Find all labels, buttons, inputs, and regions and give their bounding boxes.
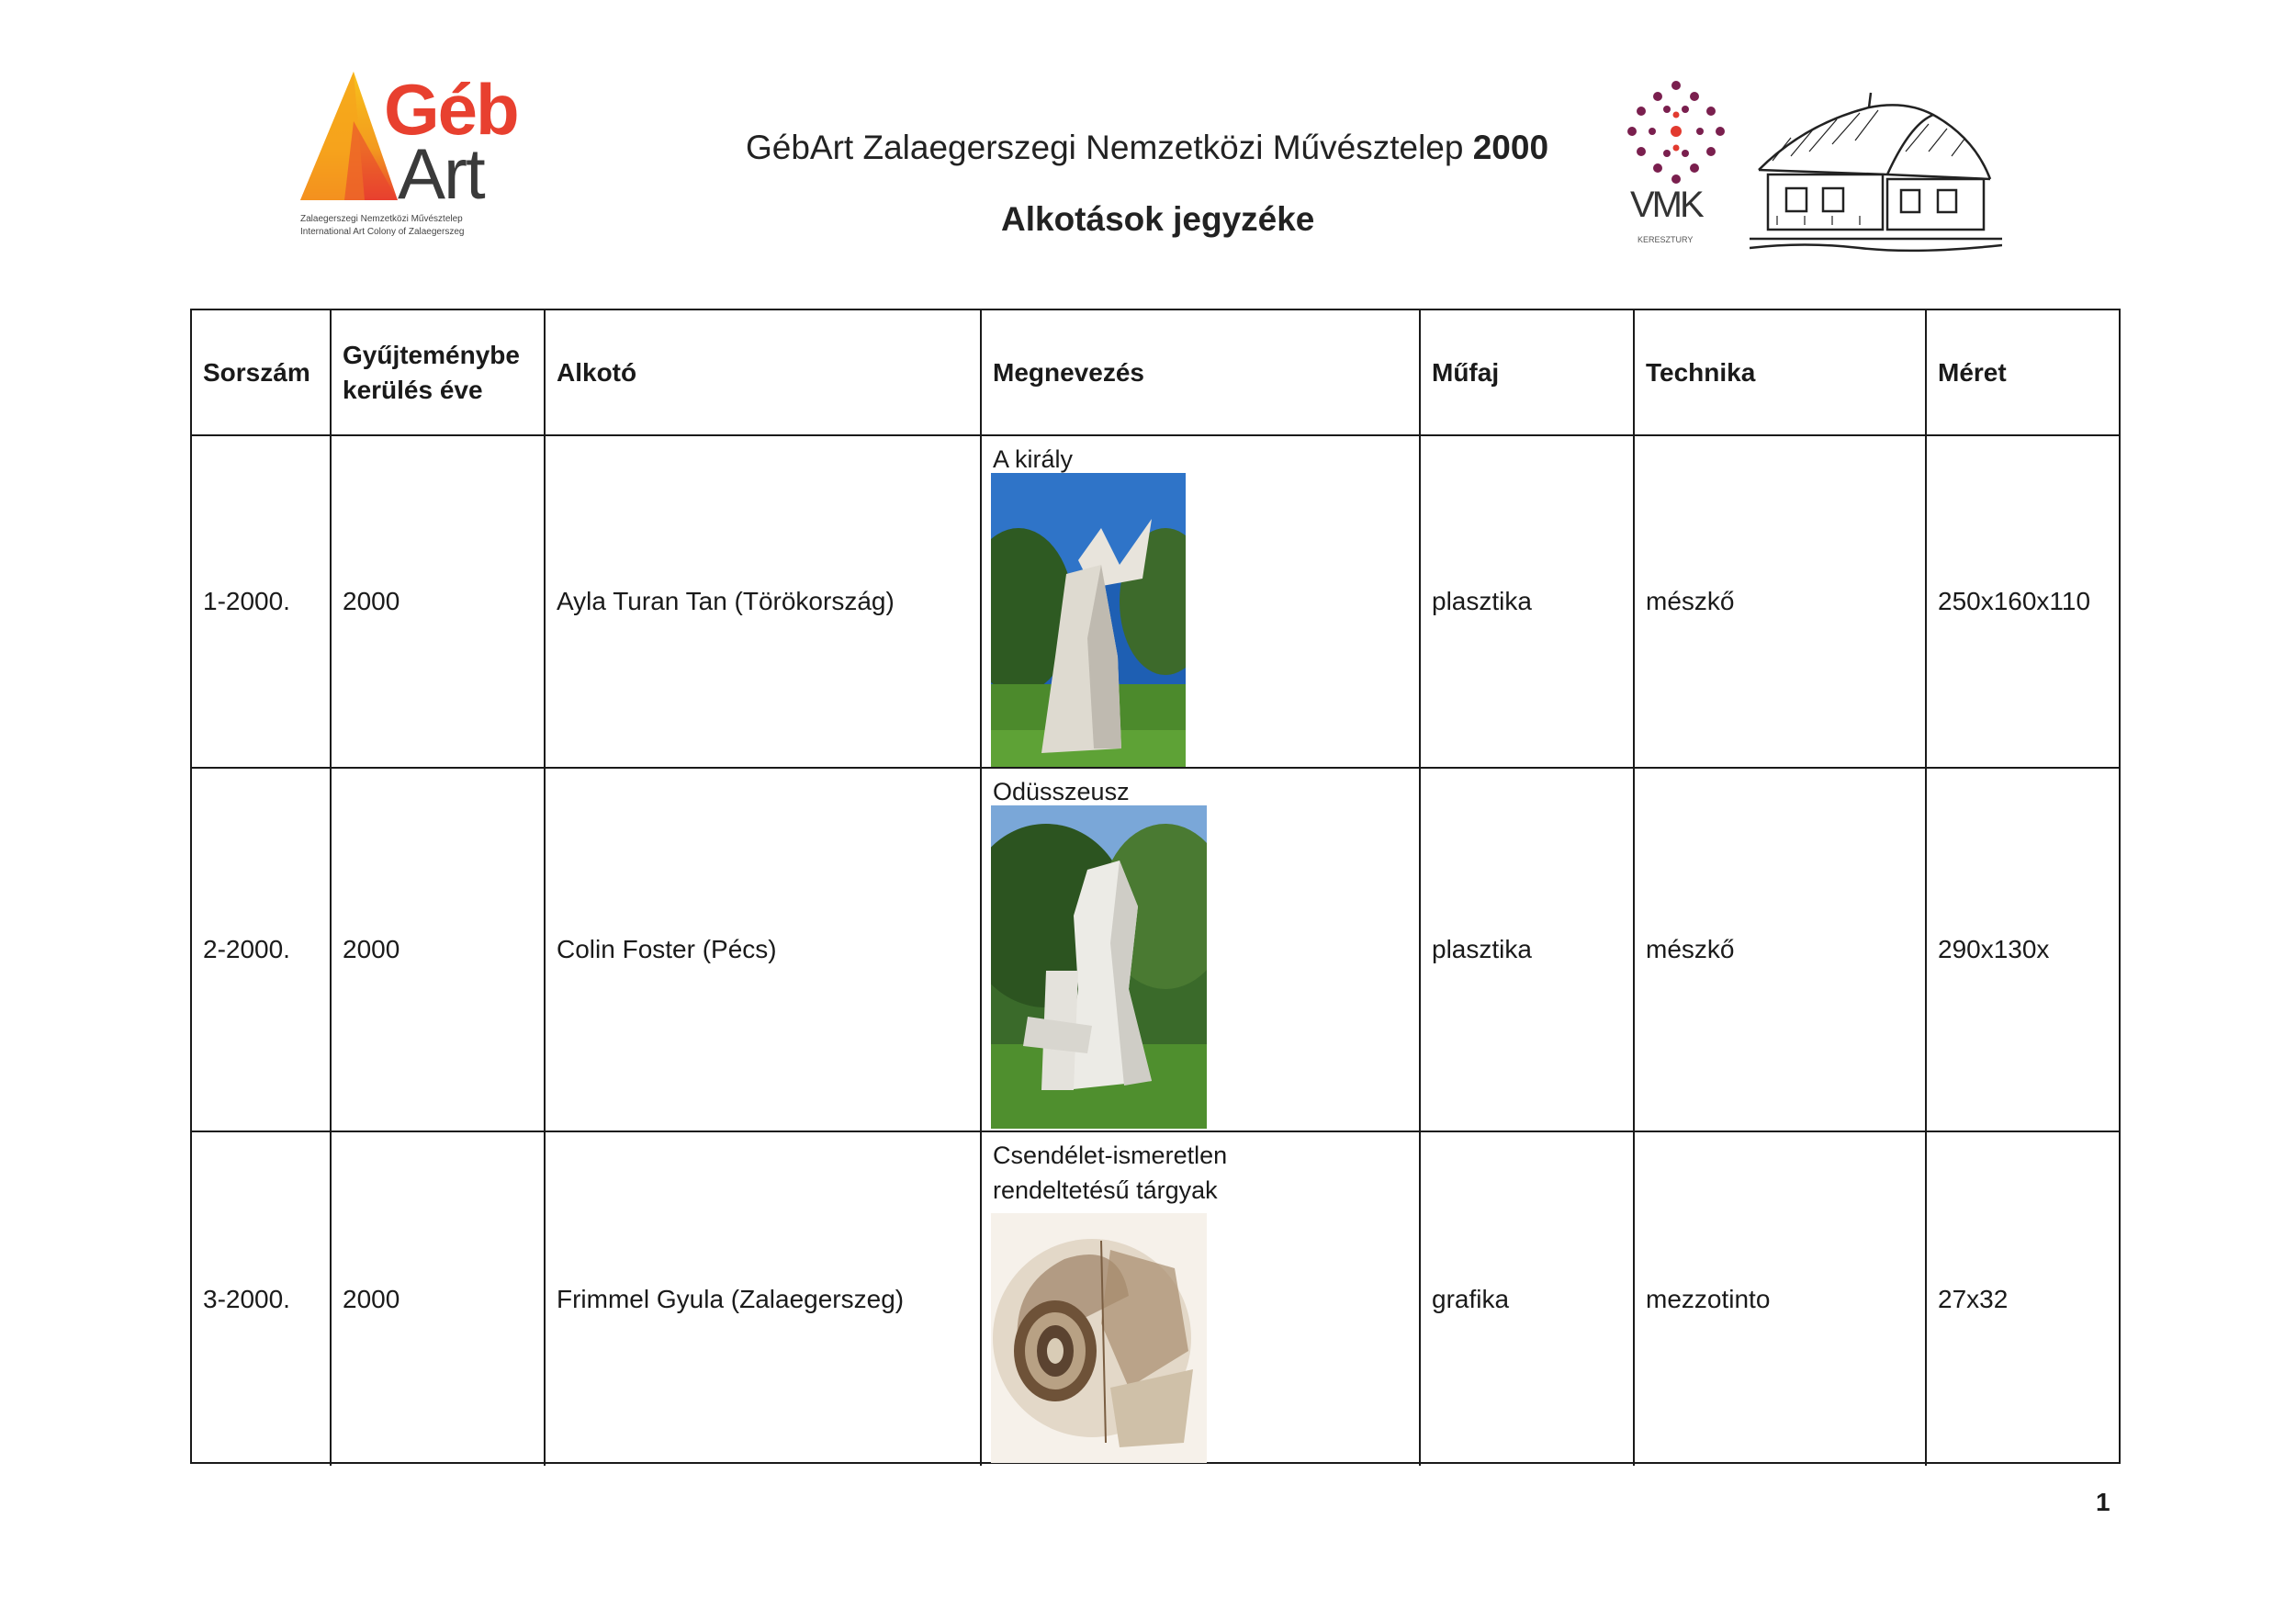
- header-megnevezes: Megnevezés: [982, 310, 1421, 434]
- header-technika: Technika: [1635, 310, 1927, 434]
- header-meret: Méret: [1938, 357, 2007, 387]
- vmk-logo-text: VMK: [1630, 185, 1702, 225]
- cell-alkoto: Ayla Turan Tan (Törökország): [546, 436, 982, 767]
- gebart-logo: [298, 66, 519, 250]
- page-title: [746, 129, 1548, 167]
- page-title-text: GébArt Zalaegerszegi Nemzetközi Művésztelep: [746, 129, 1464, 166]
- cell-year: 2000: [332, 1132, 546, 1466]
- cell-mufaj: plasztika: [1421, 769, 1635, 1131]
- vmk-logo: [1621, 78, 1731, 253]
- header-mufaj: Műfaj: [1421, 310, 1635, 434]
- mezzotint-still-life-print: [991, 1213, 1207, 1463]
- cell-meret: 250x160x110: [1938, 587, 2091, 615]
- cell-megnevezes: [982, 436, 1421, 767]
- cell-mufaj: plasztika: [1421, 436, 1635, 767]
- page-title-year: 2000: [1472, 129, 1549, 166]
- gebart-logo-subtitle-en: International Art Colony of Zalaegerszeg: [300, 227, 465, 237]
- cell-megnevezes: [982, 769, 1421, 1131]
- dots-flower-icon: [1621, 78, 1731, 188]
- header-year: [332, 310, 546, 434]
- cell-technika: mészkő: [1635, 769, 1927, 1131]
- table-row: [192, 1132, 2119, 1466]
- cell-sorszam: 3-2000.: [192, 1132, 332, 1466]
- header-year-line2: kerülés éve: [343, 375, 483, 404]
- artwork-title-line2: rendeltetésű tárgyak: [993, 1176, 1218, 1204]
- header-alkoto: Alkotó: [546, 310, 982, 434]
- cell-technika: mezzotinto: [1635, 1132, 1927, 1466]
- gebart-logo-word-art: Art: [398, 133, 484, 214]
- table-row: [192, 436, 2119, 769]
- limestone-sculpture-odysseus-photo: [991, 805, 1207, 1129]
- page-subtitle: Alkotások jegyzéke: [1001, 200, 1315, 238]
- gebart-logo-word-geb: Géb: [384, 69, 518, 150]
- cell-meret: 290x130x: [1938, 935, 2050, 963]
- cell-technika: mészkő: [1635, 436, 1927, 767]
- table-header-row: [192, 310, 2119, 436]
- cell-alkoto: Colin Foster (Pécs): [546, 769, 982, 1131]
- thatched-house-drawing-icon: [1750, 87, 2002, 253]
- header-year-line1: Gyűjteménybe: [343, 340, 520, 369]
- cell-meret: 27x32: [1938, 1284, 2009, 1313]
- limestone-sculpture-king-photo: [991, 473, 1186, 767]
- cell-year: 2000: [332, 436, 546, 767]
- cell-mufaj: grafika: [1421, 1132, 1635, 1466]
- artwork-title: A király: [993, 445, 1074, 473]
- page-number: 1: [2096, 1488, 2110, 1516]
- cell-year: 2000: [332, 769, 546, 1131]
- header-sorszam: Sorszám: [192, 310, 332, 434]
- artworks-table: [190, 309, 2121, 1464]
- vmk-logo-subtext: KERESZTURY: [1638, 235, 1694, 244]
- artwork-title-line1: Csendélet-ismeretlen: [993, 1142, 1228, 1169]
- cell-megnevezes: [982, 1132, 1421, 1466]
- cell-sorszam: 1-2000.: [192, 436, 332, 767]
- table-row: [192, 769, 2119, 1132]
- cell-alkoto: Frimmel Gyula (Zalaegerszeg): [546, 1132, 982, 1466]
- cell-sorszam: 2-2000.: [192, 769, 332, 1131]
- gebart-logo-subtitle-hu: Zalaegerszegi Nemzetközi Művésztelep: [300, 214, 463, 224]
- artwork-title: Odüsszeusz: [993, 778, 1130, 805]
